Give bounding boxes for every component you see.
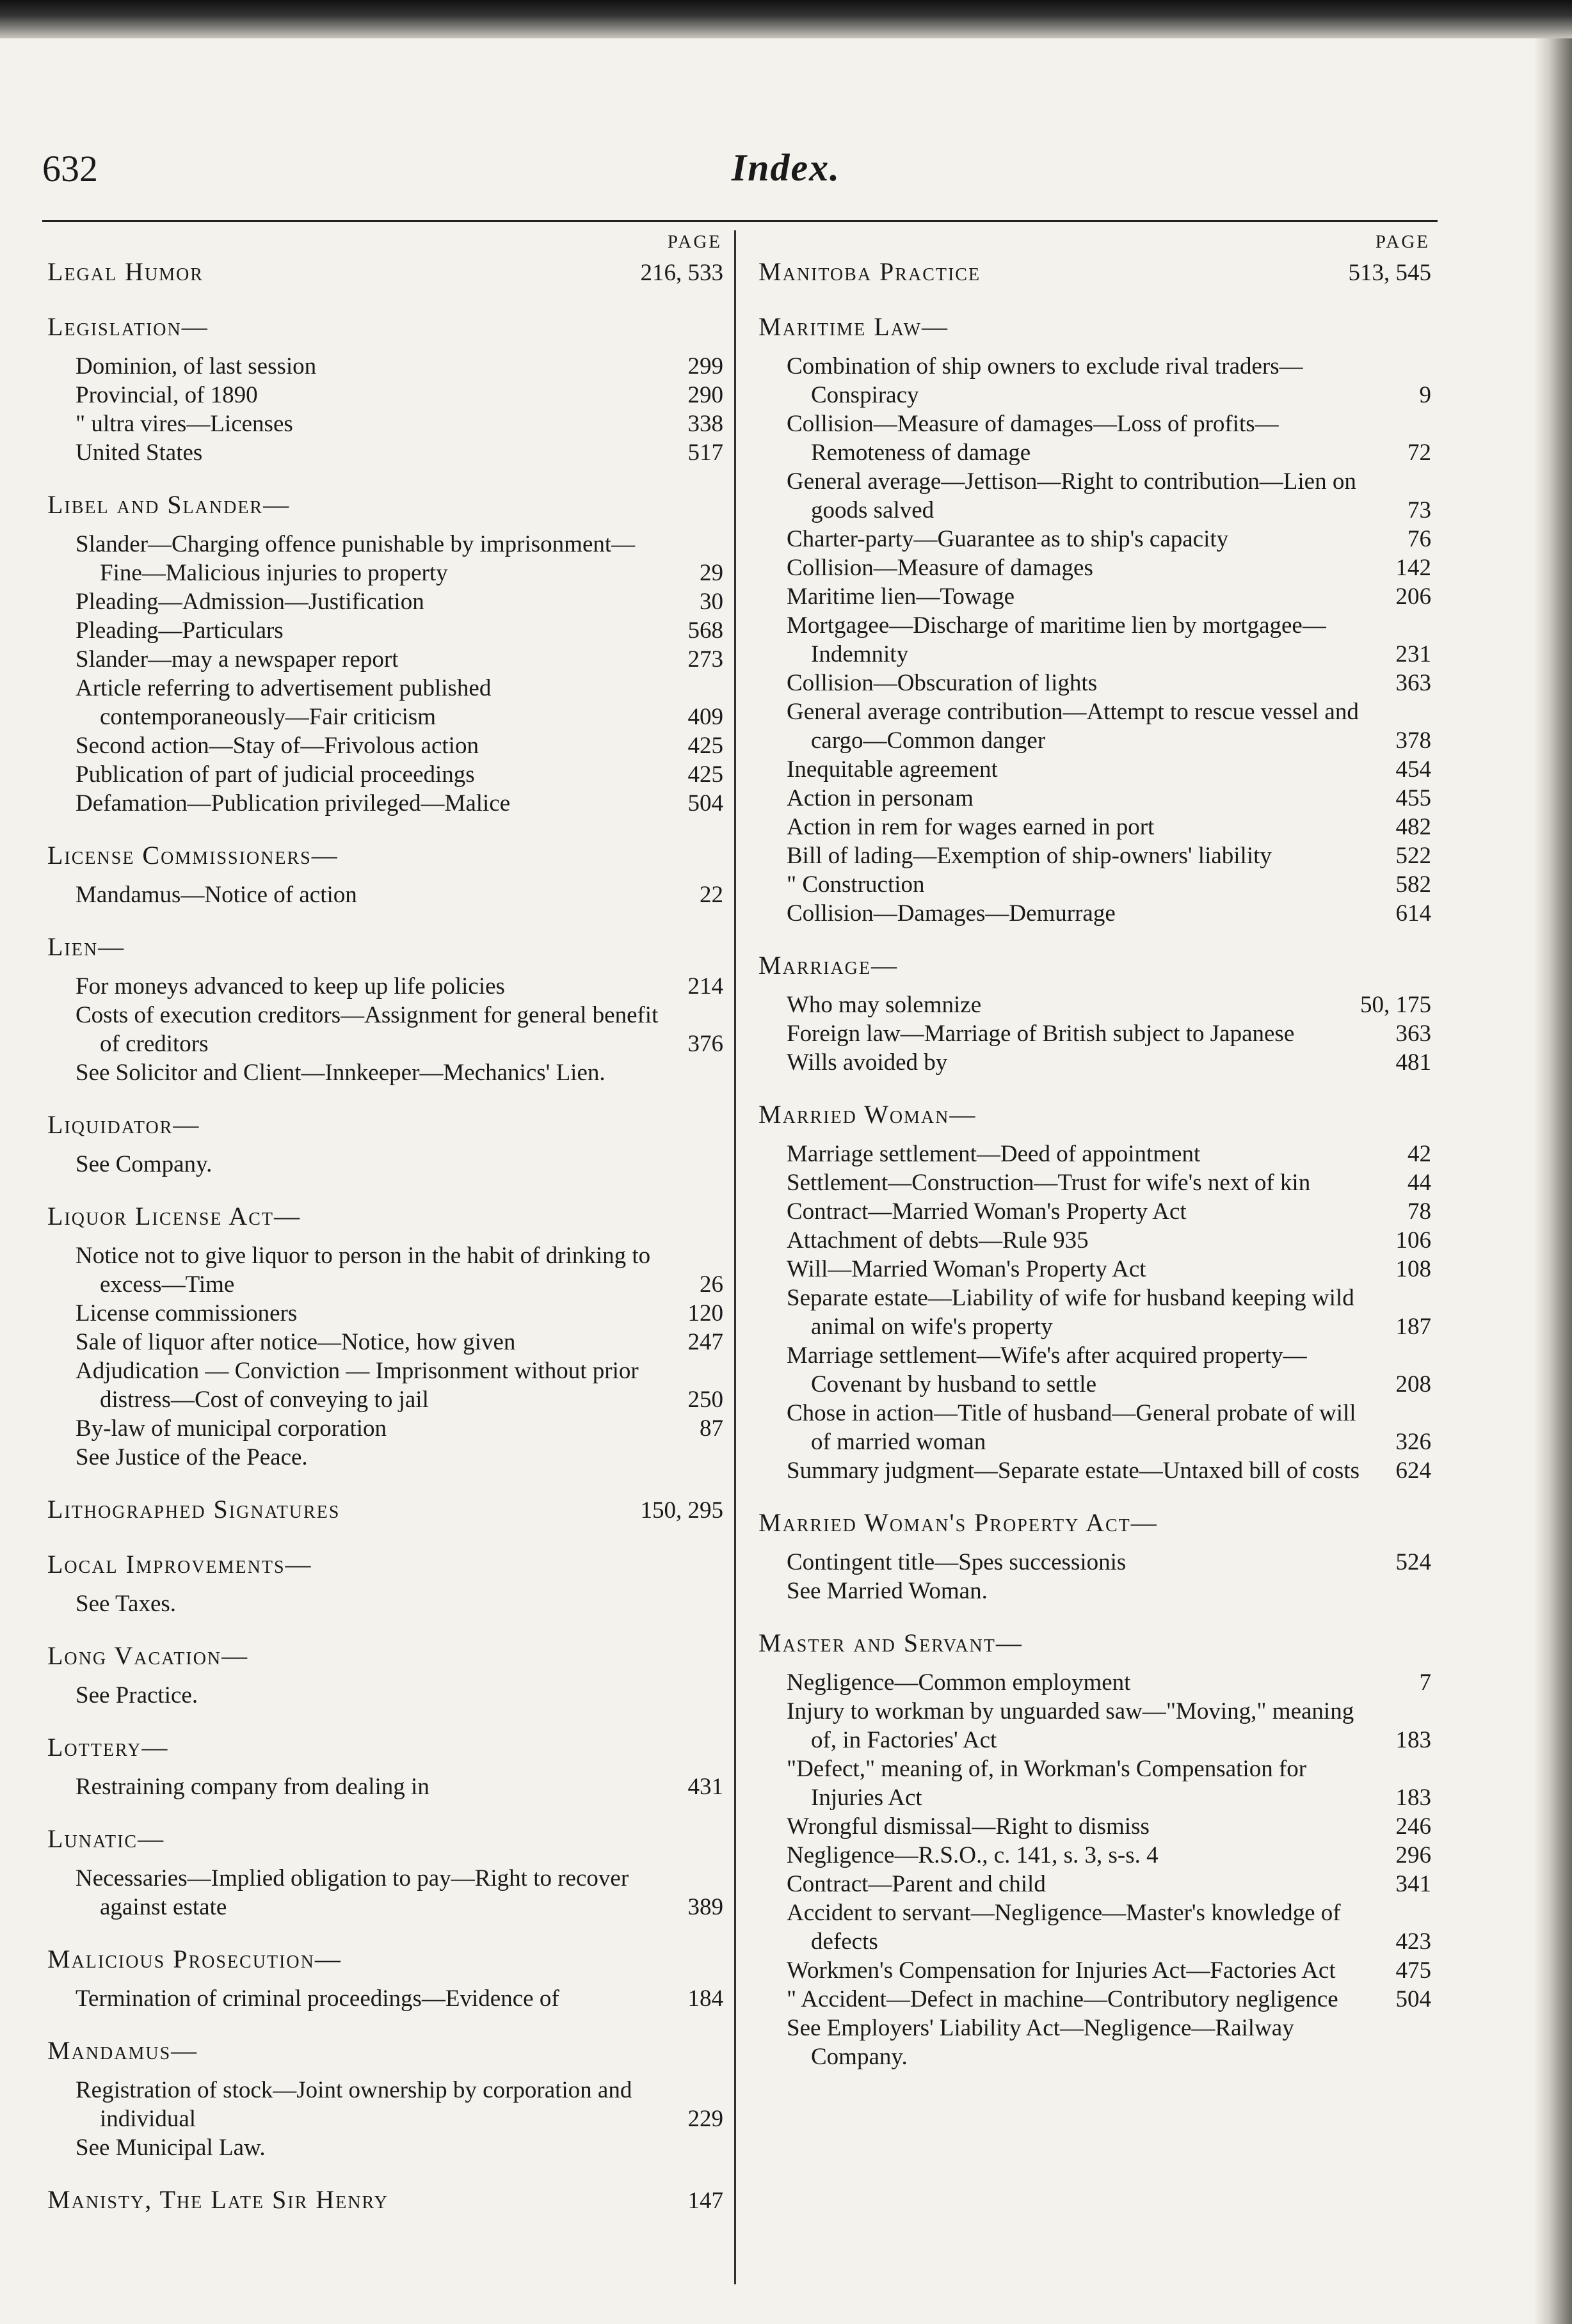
page-ref: 524 <box>1395 1549 1431 1575</box>
entry-text: Registration of stock—Joint ownership by corporation and individual <box>76 2077 632 2132</box>
index-entry <box>758 697 1434 755</box>
index-entry <box>47 587 726 616</box>
index-heading: Liquidator— <box>47 1110 200 1139</box>
entry-text: Contingent title—Spes successionis <box>787 1549 1127 1575</box>
page-ref: 87 <box>700 1415 723 1442</box>
entry-list <box>47 1241 726 1472</box>
column-divider <box>734 230 736 2284</box>
index-entry <box>47 645 726 674</box>
index-entry <box>758 2014 1434 2071</box>
page-ref: 231 <box>1395 641 1431 667</box>
page-ref: 389 <box>687 1894 723 1920</box>
entry-text: Negligence—Common employment <box>787 1669 1131 1696</box>
entry-text: Collision—Damages—Demurrage <box>787 900 1116 927</box>
index-entry <box>47 616 726 645</box>
page-ref: 7 <box>1419 1669 1431 1696</box>
page-ref: 22 <box>700 882 723 908</box>
entry-text: Collision—Measure of damages—Loss of profits—Remoteness of damage <box>787 411 1279 466</box>
entry-text: Mortgagee—Discharge of maritime lien by mortgagee—Indemnity <box>787 612 1326 667</box>
page-ref: 42 <box>1408 1141 1431 1167</box>
page-ref: 106 <box>1395 1227 1431 1254</box>
entry-text: Foreign law—Marriage of British subject to Japanese <box>787 1021 1295 1047</box>
index-entry <box>758 553 1434 582</box>
entry-text: Notice not to give liquor to person in the habit of drinking to excess—Time <box>76 1243 651 1298</box>
entry-list <box>758 352 1434 928</box>
index-entry <box>758 1284 1434 1341</box>
entry-list <box>47 530 726 818</box>
entry-text: Provincial, of 1890 <box>76 382 258 408</box>
entry-text: Costs of execution creditors—Assignment for general benefit of creditors <box>76 1002 659 1057</box>
entry-text: Mandamus—Notice of action <box>76 882 357 908</box>
entry-text: See Company. <box>76 1151 213 1177</box>
page-ref: 250 <box>687 1387 723 1413</box>
page-ref: 431 <box>687 1774 723 1800</box>
index-entry <box>47 1299 726 1328</box>
page-ref: 299 <box>687 353 723 379</box>
index-heading: Legislation— <box>47 312 209 341</box>
entry-text: Defamation—Publication privileged—Malice <box>76 790 511 816</box>
entry-list <box>47 1589 726 1618</box>
entry-text: Pleading—Particulars <box>76 617 284 644</box>
page-ref: 423 <box>1395 1929 1431 1955</box>
section-list <box>758 256 1434 2071</box>
index-entry <box>47 410 726 438</box>
page-ref: 363 <box>1395 670 1431 696</box>
page-ref: 363 <box>1395 1021 1431 1047</box>
page-ref: 246 <box>1395 1813 1431 1840</box>
index-heading: Manitoba Practice <box>758 257 981 286</box>
index-section <box>47 2184 726 2217</box>
entry-text: Contract—Parent and child <box>787 1871 1046 1897</box>
index-entry <box>47 674 726 731</box>
page-number: 632 <box>42 148 98 189</box>
index-entry <box>758 1577 1434 1605</box>
index-entry <box>758 1168 1434 1197</box>
page-ref: 504 <box>1395 1986 1431 2012</box>
entry-text: Adjudication — Conviction — Imprisonment without prior distress—Cost of conveying to jail <box>76 1358 639 1413</box>
entry-text: Action in rem for wages earned in port <box>787 814 1155 840</box>
page-ref: 78 <box>1408 1198 1431 1225</box>
page-ref: 184 <box>687 1986 723 2012</box>
page-ref: 30 <box>700 589 723 615</box>
page-ref: 378 <box>1395 728 1431 754</box>
index-entry <box>47 1058 726 1087</box>
page-ref: 72 <box>1408 440 1431 466</box>
index-entry <box>758 611 1434 669</box>
index-section <box>47 1731 726 1801</box>
page-ref: 338 <box>687 411 723 437</box>
entry-list <box>758 1668 1434 2071</box>
index-entry <box>47 1150 726 1179</box>
index-column-right <box>758 228 1434 2071</box>
index-heading: Lottery— <box>47 1733 169 1762</box>
entry-text: Will—Married Woman's Property Act <box>787 1256 1146 1282</box>
index-heading-row <box>758 256 1434 289</box>
entry-text: " Construction <box>787 872 925 898</box>
entry-text: Collision—Obscuration of lights <box>787 670 1098 696</box>
entry-text: Wrongful dismissal—Right to dismiss <box>787 1813 1150 1840</box>
entry-list <box>758 1140 1434 1485</box>
entry-text: Settlement—Construction—Trust for wife's next of kin <box>787 1170 1311 1196</box>
entry-text: "Defect," meaning of, in Workman's Compensation for Injuries Act <box>787 1756 1307 1811</box>
index-section <box>47 840 726 909</box>
index-section <box>758 1507 1434 1605</box>
index-entry <box>47 352 726 381</box>
index-entry <box>758 1985 1434 2014</box>
entry-text: Maritime lien—Towage <box>787 584 1015 610</box>
page-ref: 229 <box>687 2106 723 2132</box>
index-entry <box>758 1697 1434 1755</box>
entry-list <box>47 1150 726 1179</box>
index-entry <box>758 1870 1434 1898</box>
index-section <box>47 1823 726 1922</box>
entry-text: Slander—may a newspaper report <box>76 646 399 673</box>
index-section <box>758 950 1434 1077</box>
index-entry <box>47 1001 726 1058</box>
index-entry <box>758 1956 1434 1985</box>
page-ref: 26 <box>700 1271 723 1298</box>
page-ref: 44 <box>1408 1170 1431 1196</box>
index-section <box>47 2035 726 2162</box>
page-ref: 475 <box>1395 1957 1431 1984</box>
entry-text: See Solicitor and Client—Innkeeper—Mechanics' Lien. <box>76 1060 606 1086</box>
index-entry <box>47 1772 726 1801</box>
index-heading: License Commissioners— <box>47 841 339 870</box>
page-ref: 147 <box>687 2188 723 2214</box>
index-section <box>47 1493 726 1527</box>
scan-edge-top <box>0 0 1572 38</box>
index-entry <box>758 784 1434 813</box>
index-entry <box>758 1456 1434 1485</box>
page-ref: 341 <box>1395 1871 1431 1897</box>
page-ref: 582 <box>1395 872 1431 898</box>
entry-text: License commissioners <box>76 1300 298 1326</box>
index-entry <box>758 1898 1434 1956</box>
index-entry <box>758 467 1434 525</box>
index-entry <box>758 582 1434 611</box>
entry-text: Necessaries—Implied obligation to pay—Right to recover against estate <box>76 1865 629 1920</box>
index-section <box>758 256 1434 289</box>
index-entry <box>47 972 726 1001</box>
entry-text: For moneys advanced to keep up life policies <box>76 973 505 999</box>
index-section <box>47 931 726 1087</box>
index-section <box>47 1109 726 1179</box>
index-heading: Marriage— <box>758 951 899 980</box>
page-ref: 73 <box>1408 497 1431 523</box>
index-heading: Lien— <box>47 932 125 961</box>
index-entry <box>758 1841 1434 1870</box>
index-entry <box>47 1241 726 1299</box>
index-entry <box>47 1443 726 1472</box>
index-entry <box>758 1140 1434 1168</box>
index-heading: Manisty, The Late Sir Henry <box>47 2185 389 2214</box>
index-entry <box>47 2133 726 2162</box>
page-ref: 120 <box>687 1300 723 1326</box>
index-entry <box>47 880 726 909</box>
entry-text: Dominion, of last session <box>76 353 317 379</box>
entry-text: Publication of part of judicial proceedings <box>76 761 475 788</box>
index-heading: Married Woman's Property Act— <box>758 1508 1158 1537</box>
index-entry <box>758 1668 1434 1697</box>
index-entry <box>758 1399 1434 1456</box>
index-entry <box>47 1864 726 1922</box>
index-entry <box>47 789 726 818</box>
entry-text: Negligence—R.S.O., c. 141, s. 3, s-s. 4 <box>787 1842 1159 1868</box>
page-ref: 108 <box>1395 1256 1431 1282</box>
index-entry <box>47 1984 726 2013</box>
index-entry <box>47 1681 726 1710</box>
index-entry <box>758 1341 1434 1399</box>
page-ref: 425 <box>687 761 723 788</box>
entry-text: Injury to workman by unguarded saw—"Moving," meaning of, in Factories' Act <box>787 1698 1354 1753</box>
index-entry <box>758 1812 1434 1841</box>
index-entry <box>47 1589 726 1618</box>
entry-text: Article referring to advertisement published contemporaneously—Fair criticism <box>76 675 492 730</box>
index-entry <box>758 813 1434 841</box>
page-ref: 206 <box>1395 584 1431 610</box>
page-ref: 568 <box>687 617 723 644</box>
page-ref: 290 <box>687 382 723 408</box>
index-entry <box>758 1197 1434 1226</box>
entry-list <box>47 1681 726 1710</box>
index-heading-row <box>47 2184 726 2217</box>
page-ref: 183 <box>1395 1727 1431 1753</box>
page-ref: 247 <box>687 1329 723 1355</box>
index-heading: Maritime Law— <box>758 312 949 341</box>
index-entry <box>47 1357 726 1414</box>
entry-text: See Taxes. <box>76 1591 177 1617</box>
index-entry <box>47 760 726 789</box>
entry-text: Who may solemnize <box>787 992 982 1018</box>
entry-text: Marriage settlement—Deed of appointment <box>787 1141 1201 1167</box>
page-ref: 296 <box>1395 1842 1431 1868</box>
index-section <box>47 1640 726 1710</box>
entry-text: Pleading—Admission—Justification <box>76 589 424 615</box>
index-entry <box>758 841 1434 870</box>
page-ref: 216, 533 <box>640 260 723 286</box>
index-section <box>758 1099 1434 1485</box>
index-entry <box>47 438 726 467</box>
entry-text: Summary judgment—Separate estate—Untaxed bill of costs <box>787 1458 1359 1484</box>
index-section <box>758 311 1434 928</box>
index-entry <box>758 669 1434 697</box>
entry-text: Bill of lading—Exemption of ship-owners' liability <box>787 843 1272 869</box>
entry-text: See Practice. <box>76 1682 198 1708</box>
entry-list <box>47 352 726 467</box>
entry-text: See Employers' Liability Act—Negligence—Railway Company. <box>787 2015 1294 2070</box>
column-page-header: PAGE <box>667 232 722 252</box>
index-entry <box>758 352 1434 410</box>
entry-text: By-law of municipal corporation <box>76 1415 387 1442</box>
page-ref: 183 <box>1395 1785 1431 1811</box>
entry-text: Termination of criminal proceedings—Evidence of <box>76 1986 559 2012</box>
entry-list <box>47 1772 726 1801</box>
page-ref: 273 <box>687 646 723 673</box>
entry-text: Wills avoided by <box>787 1049 948 1076</box>
page-ref: 50, 175 <box>1360 992 1431 1018</box>
index-entry <box>47 731 726 760</box>
index-heading: Liquor License Act— <box>47 1202 301 1230</box>
index-heading: Master and Servant— <box>758 1628 1023 1657</box>
entry-text: " ultra vires—Licenses <box>76 411 293 437</box>
page-ref: 208 <box>1395 1371 1431 1397</box>
index-heading-row <box>47 1493 726 1527</box>
page-ref: 150, 295 <box>640 1497 723 1524</box>
page-ref: 614 <box>1395 900 1431 927</box>
entry-text: Marriage settlement—Wife's after acquired property—Covenant by husband to settle <box>787 1342 1307 1397</box>
index-entry <box>47 1414 726 1443</box>
index-entry <box>758 1226 1434 1255</box>
entry-list <box>758 1548 1434 1605</box>
scan-edge-right <box>1534 38 1572 2324</box>
index-entry <box>758 870 1434 899</box>
entry-text: See Municipal Law. <box>76 2135 266 2161</box>
index-entry <box>47 2076 726 2133</box>
index-heading-row <box>47 256 726 289</box>
index-entry <box>758 991 1434 1019</box>
index-entry <box>758 1755 1434 1812</box>
index-heading: Married Woman— <box>758 1100 977 1129</box>
entry-text: Attachment of debts—Rule 935 <box>787 1227 1089 1254</box>
entry-text: Workmen's Compensation for Injuries Act—Factories Act <box>787 1957 1336 1984</box>
entry-text: Charter-party—Guarantee as to ship's capacity <box>787 526 1229 552</box>
page-ref: 214 <box>687 973 723 999</box>
entry-text: Chose in action—Title of husband—General probate of will of married woman <box>787 1400 1356 1455</box>
index-section <box>758 1627 1434 2071</box>
entry-list <box>47 880 726 909</box>
entry-text: General average contribution—Attempt to rescue vessel and cargo—Common danger <box>787 699 1359 754</box>
index-section <box>47 1943 726 2013</box>
index-heading: Lithographed Signatures <box>47 1495 341 1524</box>
page-ref: 454 <box>1395 756 1431 783</box>
entry-list <box>47 2076 726 2162</box>
entry-text: Inequitable agreement <box>787 756 998 783</box>
column-page-header: PAGE <box>1375 232 1430 252</box>
index-section <box>47 256 726 289</box>
index-entry <box>758 1548 1434 1577</box>
index-column-left <box>47 228 726 2217</box>
page-ref: 142 <box>1395 555 1431 581</box>
index-entry <box>47 1328 726 1357</box>
page-ref: 504 <box>687 790 723 816</box>
entry-list <box>47 1984 726 2013</box>
entry-list <box>47 1864 726 1922</box>
page-ref: 326 <box>1395 1429 1431 1455</box>
index-entry <box>758 1019 1434 1048</box>
section-list <box>47 256 726 2217</box>
page-ref: 9 <box>1419 382 1431 408</box>
index-heading: Mandamus— <box>47 2036 198 2065</box>
index-heading: Local Improvements— <box>47 1550 312 1579</box>
page-ref: 522 <box>1395 843 1431 869</box>
index-section <box>47 1548 726 1618</box>
entry-text: Sale of liquor after notice—Notice, how given <box>76 1329 516 1355</box>
page-ref: 624 <box>1395 1458 1431 1484</box>
page-ref: 517 <box>687 440 723 466</box>
entry-text: Collision—Measure of damages <box>787 555 1093 581</box>
index-heading: Libel and Slander— <box>47 490 291 519</box>
page-ref: 29 <box>700 560 723 586</box>
index-entry <box>47 530 726 587</box>
page-ref: 481 <box>1395 1049 1431 1076</box>
entry-text: Restraining company from dealing in <box>76 1774 429 1800</box>
page-ref: 409 <box>687 704 723 730</box>
page-ref: 76 <box>1408 526 1431 552</box>
page-ref: 376 <box>687 1031 723 1057</box>
entry-text: Separate estate—Liability of wife for husband keeping wild animal on wife's property <box>787 1285 1354 1340</box>
entry-text: See Married Woman. <box>787 1578 988 1604</box>
entry-text: See Justice of the Peace. <box>76 1444 308 1470</box>
entry-text: Action in personam <box>787 785 974 811</box>
page-ref: 455 <box>1395 785 1431 811</box>
entry-text: General average—Jettison—Right to contribution—Lien on goods salved <box>787 468 1356 523</box>
index-entry <box>758 755 1434 784</box>
entry-list <box>47 972 726 1087</box>
entry-text: Combination of ship owners to exclude rival traders—Conspiracy <box>787 353 1303 408</box>
index-entry <box>758 410 1434 467</box>
index-section <box>47 311 726 467</box>
entry-text: United States <box>76 440 203 466</box>
entry-text: Contract—Married Woman's Property Act <box>787 1198 1187 1225</box>
page-ref: 425 <box>687 733 723 759</box>
entry-text: Accident to servant—Negligence—Master's knowledge of defects <box>787 1900 1341 1955</box>
page-ref: 482 <box>1395 814 1431 840</box>
header-rule <box>42 220 1438 222</box>
index-heading: Lunatic— <box>47 1824 165 1853</box>
index-entry <box>758 525 1434 553</box>
entry-list <box>758 991 1434 1077</box>
page-ref: 187 <box>1395 1314 1431 1340</box>
entry-text: " Accident—Defect in machine—Contributory negligence <box>787 1986 1338 2012</box>
page-title: Index. <box>731 147 841 189</box>
index-heading: Long Vacation— <box>47 1641 249 1670</box>
index-heading: Malicious Prosecution— <box>47 1945 342 1973</box>
index-entry <box>758 1255 1434 1284</box>
index-section <box>47 1200 726 1472</box>
page-ref: 513, 545 <box>1348 260 1431 286</box>
index-heading: Legal Humor <box>47 257 204 286</box>
index-section <box>47 489 726 818</box>
entry-text: Second action—Stay of—Frivolous action <box>76 733 479 759</box>
index-entry <box>47 381 726 410</box>
index-entry <box>758 1048 1434 1077</box>
index-entry <box>758 899 1434 928</box>
entry-text: Slander—Charging offence punishable by imprisonment—Fine—Malicious injuries to property <box>76 531 636 586</box>
